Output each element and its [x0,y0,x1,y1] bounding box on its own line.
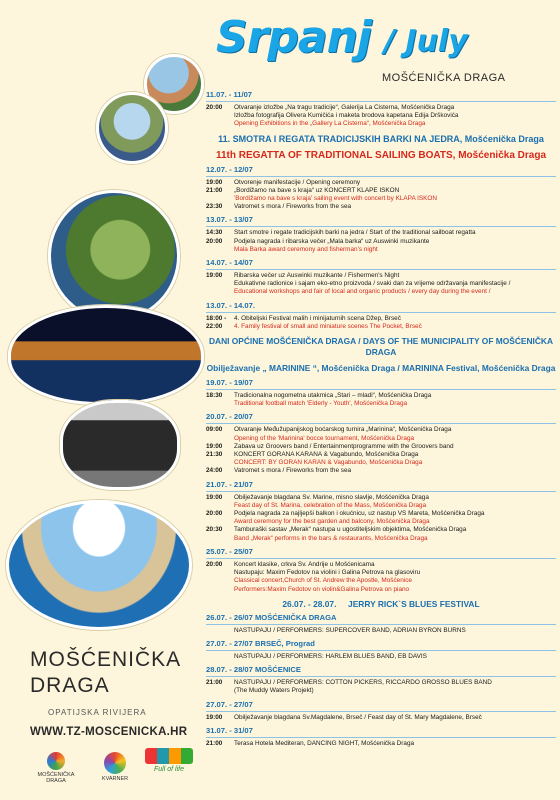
event-time: 09:00 [206,426,223,434]
event-text [234,179,556,187]
event-date: 20.07. - 20/07 [206,412,253,422]
event-row [206,272,556,297]
event-row [206,443,556,451]
event-line: „Bordižamo na bave s kraja“ uz KONCERT KLAPE ISKON [234,186,400,194]
event-text [234,627,556,635]
event-text [234,679,556,695]
date-divider [206,624,556,625]
date-divider [206,101,556,102]
event-line: Obilježavanje blagdana Sv.Magdalene, Brseč / Feast day of St. Mary Magdalene, Brseč [234,713,482,721]
regatta-heading-hr: 11. SMOTRA I REGATA TRADICIJSKIH BARKI NA JEDRA, Mošćenička Draga [218,133,544,144]
event-line: Podjela nagrada i ribarska večer „Mala barka“ uz Auswinki muzikante [234,237,430,245]
regatta-heading-en: 11th REGATTA OF TRADITIONAL SAILING BOATS, Mošćenička Draga [215,149,547,161]
event-line: NASTUPAJU / PERFORMERS: COTTON PICKERS, RICCARDO GROSSO BLUES BAND [234,679,492,687]
photo-harbour [96,92,168,164]
event-text [234,451,556,467]
event-line: Ribarska večer uz Auswinki muzikante / Fishermen's Night [234,272,400,280]
event-row [206,526,556,542]
logo-tagline: Full of life [154,766,184,773]
flower-icon [47,752,65,770]
event-date: 25.07. - 25/07 [206,546,253,556]
photo-bay-panorama [6,500,192,630]
event-line: Tradicionalna nogometna utakmica „Stari – mladi“, Mošćenička Draga [234,392,432,400]
event-time: 21:00 [206,739,223,747]
event-date: 19.07. - 19/07 [206,378,253,388]
event-row [206,238,556,254]
event-line-en: Educational workshops and fair of local and organic products / every day during the event / [234,288,491,296]
blues-heading [206,599,556,609]
event-time: 20:00 [206,104,223,111]
event-line: Start smotre i regate tradicijskih barki na jedra / Start of the traditional sailboat regatta [234,229,476,237]
date-divider [206,737,556,738]
event-line-en: Performers:Maxim Fedotov on violin&Galina Petrova on piano [234,585,410,593]
event-row [206,315,556,331]
section-dani [206,378,556,594]
event-line: Nastupaju: Maxim Fedotov na violini i Galina Petrova na glasoviru [234,569,421,577]
event-date: 13.07. - 13/07 [206,215,253,225]
event-line: KONCERT GORANA KARANA & Vagabundo, Mošćenička Draga [234,451,419,459]
photo-aerial-village [48,190,180,322]
event-row [206,203,556,211]
section-blues [206,613,556,748]
event-date: 11.07. - 11/07 [206,90,253,99]
event-time: 20:00 [206,560,223,568]
croatia-icon [145,748,193,764]
event-row [206,740,556,748]
event-line-en: Opening of the 'Marinina' bocce tournament, Mošćenička Draga [234,434,415,442]
event-text [234,443,556,451]
event-text [234,426,556,442]
event-text [234,229,556,237]
logo-label: KVARNER [101,776,129,782]
event-time: 19:00 [206,178,223,186]
event-text [234,392,556,408]
event-line-en: Feast day of St. Marina, celebration of the Mass, Mošćenička Draga [234,501,427,509]
event-time: 23:30 [206,203,223,211]
date-divider [206,650,556,651]
logo-kvarner [98,752,132,782]
event-text [234,494,556,510]
blues-title: JERRY RICK`S BLUES FESTIVAL [348,598,480,609]
date-divider [206,491,556,492]
title-sub: / July [384,24,468,59]
event-date: 12.07. - 12/07 [206,164,253,174]
logo-moscenicka-draga [34,752,78,784]
event-line: Tamburaški sastav „Merak“ nastupa u ugostiteljskim objektima, Mošćenička Draga [234,526,467,534]
event-time [206,627,234,635]
event-text [234,714,556,722]
event-time: 18:30 [206,392,223,400]
event-row [206,187,556,203]
event-line: Izložba fotografija Olivera Kumičića i maketa brodova kapetana Edija Drškovića [234,112,459,120]
event-line: Koncert klasike, crkva Sv. Andrije u Mošćenicama [234,560,375,568]
event-date: 31.07. - 31/07 [206,725,253,735]
event-time: 20:00 [206,510,223,518]
event-text [234,510,556,526]
date-divider [206,676,556,677]
event-date: 26.07. - 26/07 MOŠĆENIČKA DRAGA [206,612,337,622]
event-line: Vatromet s mora / Fireworks from the sea [234,467,352,475]
logo-croatia [142,748,196,773]
event-row [206,627,556,635]
dani-subheading: Obilježavanje „ MARININE “, Mošćenička Draga / MARININA Festival, Mošćenička Draga [206,363,556,374]
event-time: 18:00 - 22:00 [206,314,227,330]
event-text [234,526,556,542]
event-date: 27.07. - 27/07 BRSEČ, Prograd [206,638,315,648]
brand-line-3: OPATIJSKA RIVIJERA [48,708,147,717]
section-intro [206,90,556,129]
event-time: 19:00 [206,713,223,721]
event-row [206,653,556,661]
event-row [206,467,556,475]
date-divider [206,389,556,390]
event-line-en: Band „Merak“ performs in the bars & restaurants, Mošćenička Draga [234,534,428,542]
program-content [206,86,556,748]
event-text [234,187,556,203]
event-line-en: Award ceremony for the best garden and balcony, Mošćenička Draga [234,518,430,526]
date-divider [206,558,556,559]
event-line: NASTUPAJU / PERFORMERS: HARLEM BLUES BAND, EB DAVIS [234,652,427,660]
event-time: 21:00 [206,679,223,687]
date-divider [206,711,556,712]
event-line: 4. Obiteljski Festival malih i minijaturnih scena Džep, Brseč [234,314,401,322]
event-line: Edukativne radionice i sajam eko-etno proizvoda / svaki dan za vrijeme održavanja manifestacije / [234,280,511,288]
date-divider [206,312,556,313]
logo-label: MOŠĆENIČKA DRAGA [37,772,75,784]
event-line: Terasa Hotela Mediteran, DANCING NIGHT, Mošćenička Draga [234,739,415,747]
photo-band [60,400,180,490]
event-date: 28.07. - 28/07 MOŠĆENICE [206,665,301,675]
event-text [234,653,556,661]
event-text [234,740,556,748]
town-brand [30,648,180,717]
event-text [234,561,556,594]
event-time: 20:30 [206,526,223,534]
event-line: Vatromet s mora / Fireworks from the sea [234,203,352,211]
event-line: Obilježavanje blagdana Sv. Marine, misno slavlje, Mošćenička Draga [234,493,429,501]
event-line: Zabava uz Groovers band / Entertainmentprogramme with the Groovers band [234,442,454,450]
event-line-en: Mala Barka award ceremony and fisherman's night [234,245,378,253]
event-row [206,179,556,187]
event-line: NASTUPAJU / PERFORMERS: SUPERCOVER BAND, ADRIAN BYRON BURNS [234,626,466,634]
date-divider [206,226,556,227]
dani-heading: DANI OPĆINE MOŠĆENIČKA DRAGA / DAYS OF THE MUNICIPALITY OF MOŠĆENIČKA DRAGA [208,336,553,358]
event-line-en: Opening Exhibitions in the „Gallery La Cisterna“, Mošćenička Draga [234,120,426,128]
page-title [216,12,546,84]
event-text [234,467,556,475]
event-line-en: 'Bordižamo na bave s kraja' sailing event with concert by KLAPA ISKON [234,195,438,203]
event-row [206,451,556,467]
event-row [206,392,556,408]
website-link[interactable]: WWW.TZ-MOSCENICKA.HR [30,726,188,738]
event-date: 21.07. - 21/07 [206,479,253,489]
event-time: 19:00 [206,493,223,501]
event-time: 14:30 [206,229,223,237]
event-date: 14.07. - 14/07 [206,258,253,268]
event-text [234,272,556,297]
event-line: Otvaranje Međužupanijskog boćarskog turnira „Marinina“, Mošćenička Draga [234,426,452,434]
event-time: 19:00 [206,442,223,450]
event-text [234,203,556,211]
event-line-en: Traditional football match 'Elderly - Youth', Mošćenička Draga [234,400,408,408]
title-main: Srpanj [216,12,371,63]
blues-date: 26.07. - 28.07. [282,598,337,609]
event-time: 21:00 [206,186,223,194]
date-divider [206,269,556,270]
event-time: 19:00 [206,272,223,280]
event-row [206,104,556,129]
event-line-en: CONCERT: BY GORAN KARAN & Vagabundo, Mošćenička Draga [234,459,423,467]
left-column [0,0,196,800]
event-row [206,510,556,526]
event-time: 20:00 [206,237,223,245]
date-divider [206,176,556,177]
event-date: 27.07. - 27/07 [206,699,253,709]
event-line: (The Muddy Waters Projekt) [234,687,314,695]
date-divider [206,423,556,424]
event-row [206,561,556,594]
photo-night-festival [8,305,204,405]
event-line-en: 4. Family festival of small and miniature scenes The Pocket, Brseč [234,322,422,330]
sponsor-logos [34,752,214,796]
event-line-en: Classical concert,Church of St. Andrew the Apostle, Mošćenice [234,577,412,585]
event-text [234,315,556,331]
event-date: 13.07. - 14.07. [206,300,255,310]
event-time: 24:00 [206,467,223,475]
event-text [234,104,556,129]
kvarner-icon [104,752,126,774]
event-line: Otvaranje izložbe „Na tragu tradicije“, Galerija La Cisterna, Mošćenička Draga [234,104,455,111]
title-place: MOŠĆENIČKA DRAGA [382,72,506,84]
brand-line-2: DRAGA [30,674,110,697]
event-text [234,238,556,254]
event-time: 21:30 [206,451,223,459]
section-regatta [206,165,556,331]
event-row [206,229,556,237]
event-line: Otvorenje manifestacije / Opening ceremony [234,178,361,186]
brand-line-1: MOŠĆENIČKA [30,648,182,671]
event-row [206,426,556,442]
event-time [206,653,234,661]
event-row [206,494,556,510]
event-line: Podjela nagrada za najljepši balkon i okućnicu, uz nastup VS Mareta, Mošćenička Draga [234,510,485,518]
event-row [206,714,556,722]
event-row [206,679,556,695]
